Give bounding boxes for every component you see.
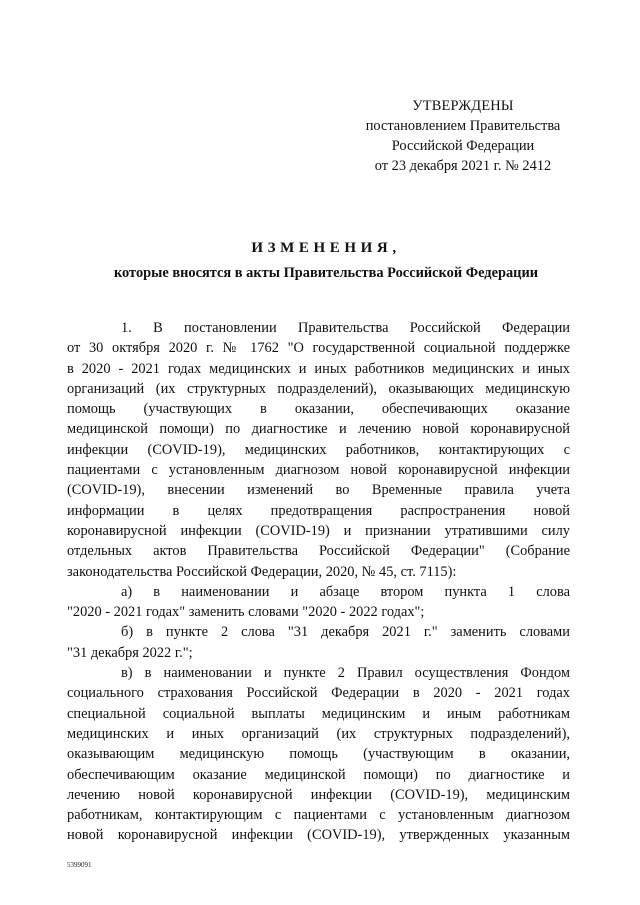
body-line: инфекции (COVID-19), медицинских работников, контактирующих с [67,441,570,458]
body-line: специальной социальной выплаты медицинским и иным работникам [67,705,570,722]
approval-heading: УТВЕРЖДЕНЫ [412,98,514,114]
document-title: ИЗМЕНЕНИЯ, [251,240,401,256]
document-code: 5399091 [67,861,92,869]
body-line: отдельных актов Правительства Российской Федерации" (Собрание [67,543,570,560]
approval-line-country: Российской Федерации [391,138,535,154]
body-line: помощь (участвующих в оказании, обеспечивающих оказание [67,401,570,418]
document-body [67,318,570,846]
body-line: организаций (их структурных подразделений), оказывающих медицинскую [67,380,570,397]
body-line: медицинской помощи) по диагностике и лечению новой коронавирусной [67,421,570,438]
body-line: работникам, контактирующим с пациентами с установленным диагнозом [67,807,570,824]
body-line: лечению новой коронавирусной инфекции (COVID-19), медицинским [67,786,570,803]
body-line: коронавирусной инфекции (COVID-19) и признании утратившими силу [67,522,570,539]
body-line: законодательства Российской Федерации, 2020, № 45, ст. 7115): [67,563,457,580]
body-line: социального страхования Российской Федерации в 2020 - 2021 годах [67,685,570,702]
body-line: а) в наименовании и абзаце втором пункта 1 слова [121,583,570,600]
body-line: новой коронавирусной инфекции (COVID-19), утвержденных указанным [67,827,570,844]
body-line: 1. В постановлении Правительства Российской Федерации [121,320,570,336]
body-line: от 30 октября 2020 г. № 1762 "О государственной социальной поддержке [67,340,570,357]
body-line: пациентами с установленным диагнозом новой коронавирусной инфекции [67,462,570,479]
body-line: б) в пункте 2 слова "31 декабря 2021 г." заменить словами [121,624,570,641]
body-line: "2020 - 2021 годах" заменить словами "2020 - 2022 годах"; [67,604,425,621]
approval-line-decree: постановлением Правительства [365,118,561,134]
body-line: в) в наименовании и пункте 2 Правил осуществления Фондом [121,665,570,682]
body-line: обеспечивающим оказание медицинской помощи) по диагностике и [67,766,570,783]
body-line: оказывающим медицинскую помощь (участвующим в оказании, [67,746,570,763]
document-subtitle: которые вносятся в акты Правительства Российской Федерации [113,265,539,281]
body-line: информации в целях предотвращения распространения новой [67,502,570,519]
approval-stamp [348,96,578,176]
body-line: "31 декабря 2022 г."; [67,644,193,661]
body-line: (COVID-19), внесении изменений во Временные правила учета [67,482,570,499]
body-line: медицинских и иных организаций (их структурных подразделений), [67,725,570,742]
body-line: в 2020 - 2021 годах медицинских и иных работников медицинских и иных [67,360,570,377]
approval-line-date-number: от 23 декабря 2021 г. № 2412 [374,158,552,174]
